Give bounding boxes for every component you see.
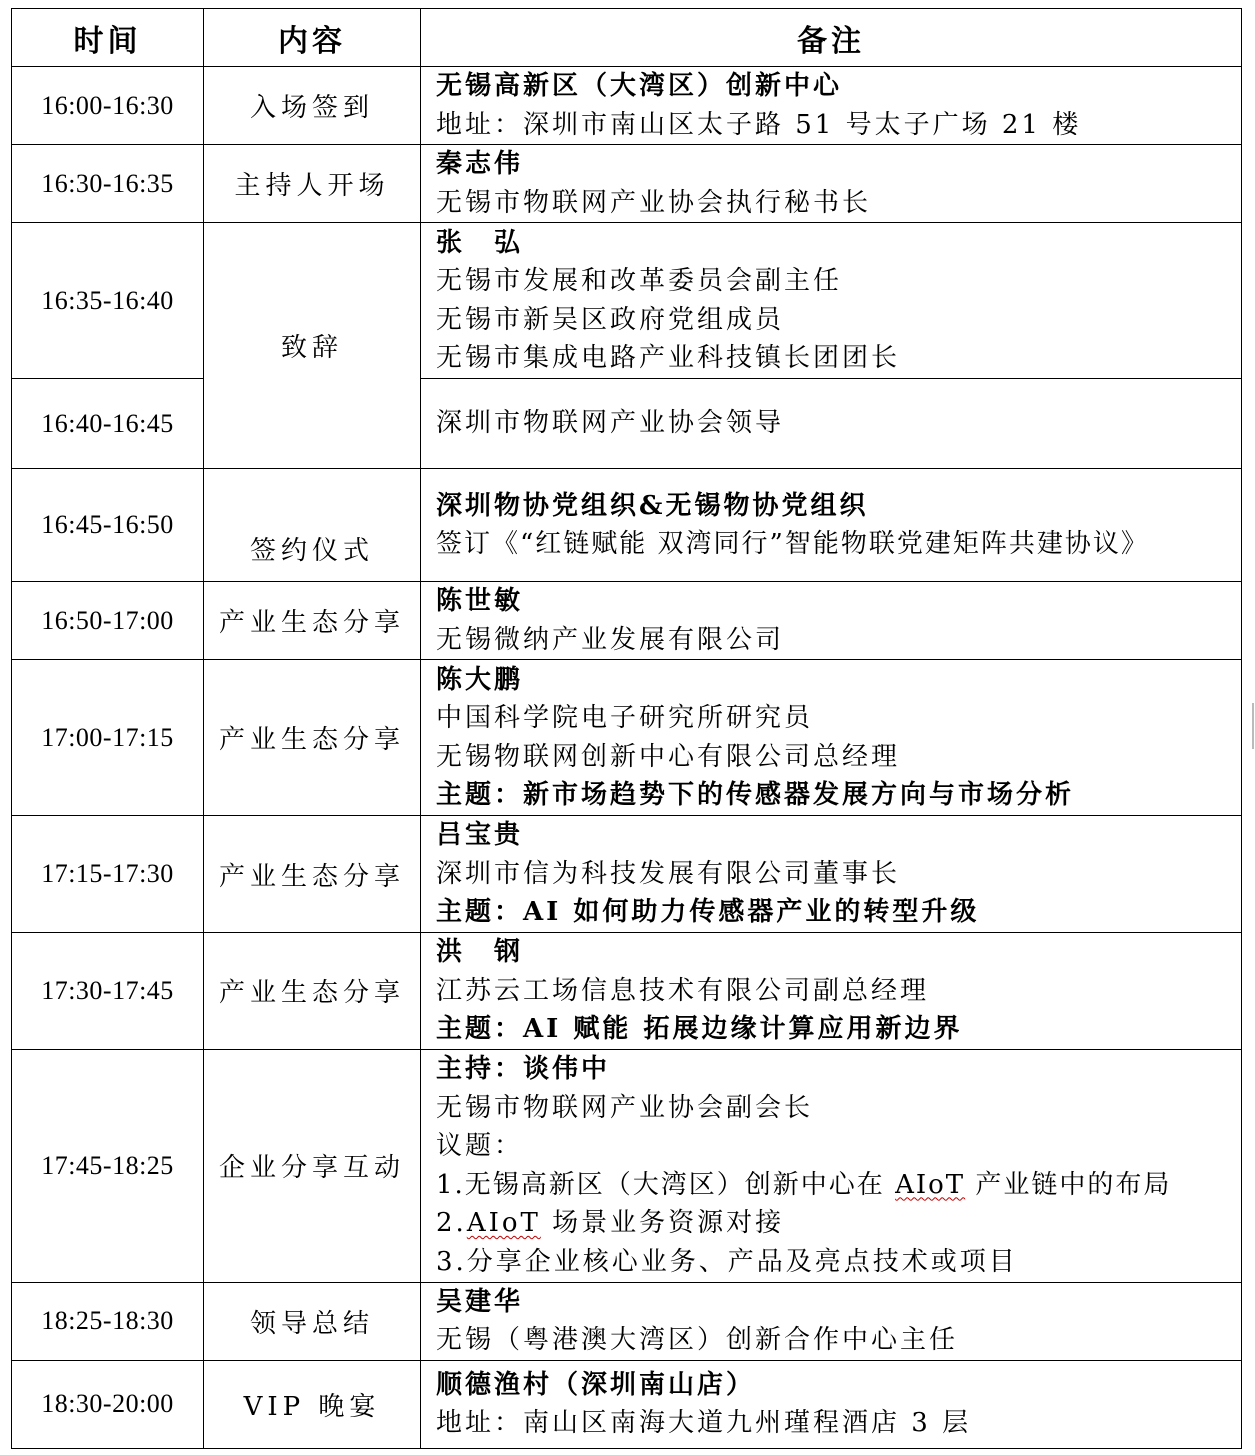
note-cell	[421, 469, 1242, 582]
note-line: 中国科学院电子研究所研究员	[436, 703, 814, 733]
table-row	[12, 1360, 1242, 1448]
note-line: 无锡市物联网产业协会副会长	[436, 1092, 814, 1123]
note-line: 吕宝贵	[436, 820, 524, 851]
note-line: 议题：	[436, 1131, 524, 1161]
note-line: 无锡市物联网产业协会执行秘书长	[436, 187, 872, 218]
time-cell: 17:45-18:25	[12, 1049, 204, 1282]
time-cell: 17:15-17:30	[12, 816, 204, 933]
header-note: 备注	[421, 9, 1242, 67]
content-cell: 致辞	[204, 223, 421, 469]
content-cell: 领导总结	[204, 1282, 421, 1360]
note-text: 场景业务资源对接	[540, 1208, 785, 1238]
note-line: 无锡市集成电路产业科技镇长团团长	[436, 343, 901, 373]
note-cell	[421, 223, 1242, 379]
note-cell	[421, 379, 1242, 469]
content-cell: VIP 晚宴	[204, 1360, 421, 1448]
note-line: 主题：新市场趋势下的传感器发展方向与市场分析	[436, 780, 1075, 810]
content-cell: 产业生态分享	[204, 582, 421, 660]
note-line: 签订《“红链赋能 双湾同行”智能物联党建矩阵共建协议》	[436, 529, 1149, 559]
spellcheck-word: AIoT	[895, 1169, 966, 1200]
time-cell: 17:00-17:15	[12, 660, 204, 816]
time-cell: 16:30-16:35	[12, 145, 204, 223]
note-line: 无锡市发展和改革委员会副主任	[436, 266, 843, 296]
note-line: 无锡（粤港澳大湾区）创新合作中心主任	[436, 1325, 959, 1355]
content-cell: 签约仪式	[204, 469, 421, 582]
spellcheck-word: AIoT	[466, 1208, 541, 1238]
table-row	[12, 223, 1242, 379]
note-cell	[421, 67, 1242, 145]
table-row	[12, 1282, 1242, 1360]
time-cell: 16:35-16:40	[12, 223, 204, 379]
page-edge-marker	[1252, 703, 1254, 749]
note-line: 顺德渔村（深圳南山店）	[436, 1369, 756, 1400]
header-row	[12, 9, 1242, 67]
note-line: 深圳市信为科技发展有限公司董事长	[436, 858, 901, 889]
note-cell	[421, 933, 1242, 1050]
note-line: 无锡微纳产业发展有限公司	[436, 624, 785, 655]
content-cell: 产业生态分享	[204, 660, 421, 816]
note-line: 陈世敏	[436, 586, 524, 616]
content-cell: 主持人开场	[204, 145, 421, 223]
note-cell	[421, 1049, 1242, 1282]
note-line: 秦志伟	[436, 149, 524, 179]
note-cell	[421, 1282, 1242, 1360]
note-text: 产业链中的布局	[965, 1169, 1172, 1200]
content-cell: 产业生态分享	[204, 933, 421, 1050]
time-cell: 16:45-16:50	[12, 469, 204, 582]
header-time: 时间	[12, 9, 204, 67]
note-text: 2.	[436, 1208, 467, 1238]
note-cell	[421, 1360, 1242, 1448]
time-cell: 16:40-16:45	[12, 379, 204, 469]
note-line: 地址：南山区南海大道九州瑾程酒店 3 层	[436, 1408, 972, 1438]
note-cell	[421, 145, 1242, 223]
note-line: 深圳市物联网产业协会领导	[436, 408, 785, 439]
table-row	[12, 816, 1242, 933]
content-cell: 企业分享互动	[204, 1049, 421, 1282]
note-line: 无锡市新吴区政府党组成员	[436, 304, 785, 335]
table-row	[12, 67, 1242, 145]
note-line: 无锡物联网创新中心有限公司总经理	[436, 741, 901, 772]
note-cell	[421, 660, 1242, 816]
table-row	[12, 660, 1242, 816]
note-line	[436, 1166, 1241, 1205]
time-cell: 17:30-17:45	[12, 933, 204, 1050]
note-line: 主持：谈伟中	[436, 1054, 611, 1084]
note-line: 陈大鹏	[436, 664, 524, 695]
note-line: 主题：AI 如何助力传感器产业的转型升级	[436, 897, 980, 928]
note-text: 1.无锡高新区（大湾区）创新中心在	[436, 1169, 896, 1200]
time-cell: 16:00-16:30	[12, 67, 204, 145]
time-cell: 18:25-18:30	[12, 1282, 204, 1360]
table-row	[12, 1049, 1242, 1282]
time-cell: 16:50-17:00	[12, 582, 204, 660]
table-row	[12, 145, 1242, 223]
note-line: 主题：AI 赋能 拓展边缘计算应用新边界	[436, 1014, 963, 1044]
note-line: 3.分享企业核心业务、产品及亮点技术或项目	[436, 1246, 1018, 1277]
table-row	[12, 379, 1242, 469]
header-content: 内容	[204, 9, 421, 67]
table-row	[12, 469, 1242, 582]
content-cell: 产业生态分享	[204, 816, 421, 933]
note-line: 张 弘	[436, 227, 524, 258]
note-line: 地址：深圳市南山区太子路 51 号太子广场 21 楼	[436, 109, 1082, 140]
note-line: 洪 钢	[436, 937, 524, 967]
table-row	[12, 582, 1242, 660]
note-line: 吴建华	[436, 1286, 524, 1317]
note-line	[436, 1204, 1241, 1243]
content-cell: 入场签到	[204, 67, 421, 145]
note-line: 深圳物协党组织&无锡物协党组织	[436, 490, 869, 521]
note-line: 无锡高新区（大湾区）创新中心	[436, 71, 843, 101]
note-cell	[421, 816, 1242, 933]
table-row	[12, 933, 1242, 1050]
agenda-table	[11, 8, 1242, 1449]
note-line: 江苏云工场信息技术有限公司副总经理	[436, 975, 930, 1006]
time-cell: 18:30-20:00	[12, 1360, 204, 1448]
note-cell	[421, 582, 1242, 660]
